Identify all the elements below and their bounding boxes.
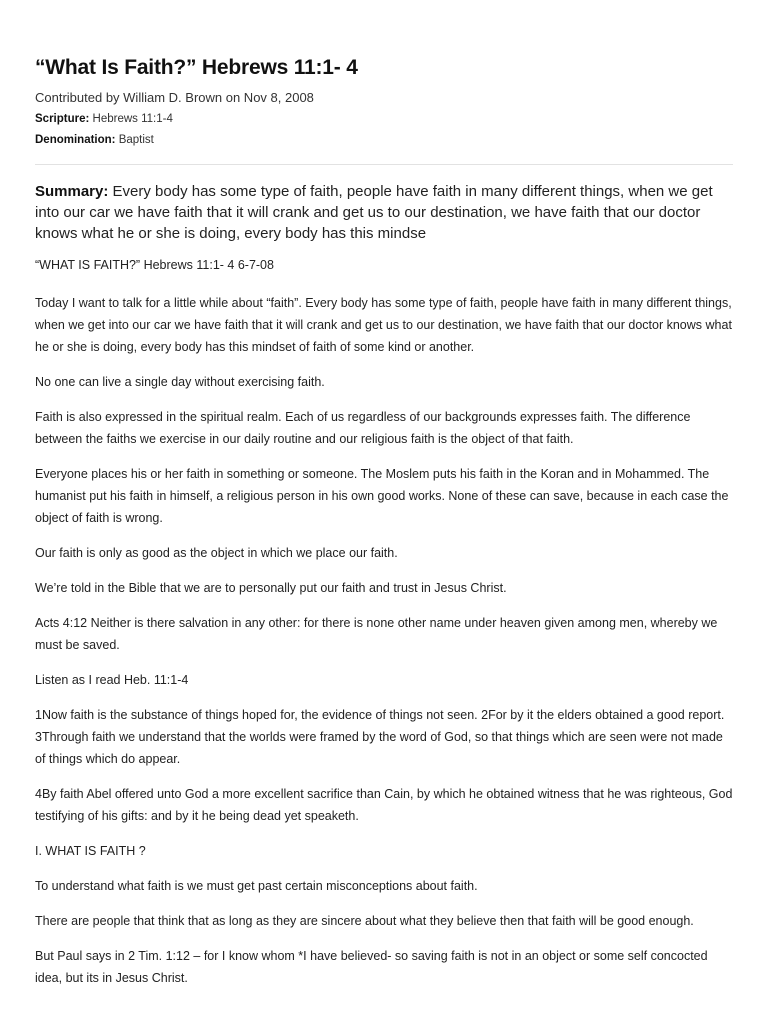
denomination-value: Baptist [118,134,154,146]
summary [35,181,733,244]
body-paragraph: We’re told in the Bible that we are to personally put our faith and trust in Jesus Christ. [35,581,507,595]
sermon-title: “What Is Faith?” Hebrews 11:1- 4 [35,56,358,79]
body-paragraph: Faith is also expressed in the spiritual realm. Each of us regardless of our backgrounds expresses faith. The difference between the faiths we exercise in our daily routine and our religious faith is the object of that faith. [35,410,691,446]
body-paragraph: 1Now faith is the substance of things hoped for, the evidence of things not seen. 2For by it the elders obtained a good report. 3Through faith we understand that the worlds were framed by the word of God, so that things which are seen were not made of things which do appear. [35,708,725,766]
scripture-line [35,112,733,127]
denomination-line [35,133,733,148]
body-paragraph: I. WHAT IS FAITH ? [35,844,146,858]
denomination-label: Denomination: [35,134,116,146]
body-paragraph: No one can live a single day without exercising faith. [35,375,325,389]
contributor-line: Contributed by William D. Brown on Nov 8, 2008 [35,90,314,105]
scripture-label: Scripture: [35,113,90,125]
summary-label: Summary: [35,183,109,200]
sermon-body [35,254,733,989]
body-paragraph: But Paul says in 2 Tim. 1:12 – for I know whom *I have believed- so saving faith is not in an object or some self concocted idea, but its in Jesus Christ. [35,949,708,985]
body-paragraph: To understand what faith is we must get past certain misconceptions about faith. [35,879,478,893]
header-divider [35,164,733,165]
summary-text: Every body has some type of faith, people have faith in many different things, when we get into our car we have faith that it will crank and get us to our destination, we have faith that our doctor knows what he or she is doing, every body has this mindse [35,183,713,242]
body-paragraph: Today I want to talk for a little while about “faith”. Every body has some type of faith, people have faith in many different things, when we get into our car we have faith that it will crank and get us to our destination, we have faith that our doctor knows what he or she is doing, every body has this mindset of faith of some kind or another. [35,296,732,354]
body-paragraph: Acts 4:12 Neither is there salvation in any other: for there is none other name under heaven given among men, whereby we must be saved. [35,616,718,652]
body-paragraph: “WHAT IS FAITH?” Hebrews 11:1- 4 6-7-08 [35,258,274,272]
body-paragraph: Our faith is only as good as the object in which we place our faith. [35,546,398,560]
body-paragraph: 4By faith Abel offered unto God a more excellent sacrifice than Cain, by which he obtained witness that he was righteous, God testifying of his gifts: and by it he being dead yet speaketh. [35,787,733,823]
body-paragraph: There are people that think that as long as they are sincere about what they believe then that faith will be good enough. [35,914,694,928]
body-paragraph: Everyone places his or her faith in something or someone. The Moslem puts his faith in the Koran and in Mohammed. The humanist put his faith in himself, a religious person in his own good works. None of these can save, because in each case the object of faith is wrong. [35,467,729,525]
scripture-value: Hebrews 11:1-4 [92,113,173,125]
body-paragraph: Listen as I read Heb. 11:1-4 [35,673,189,687]
